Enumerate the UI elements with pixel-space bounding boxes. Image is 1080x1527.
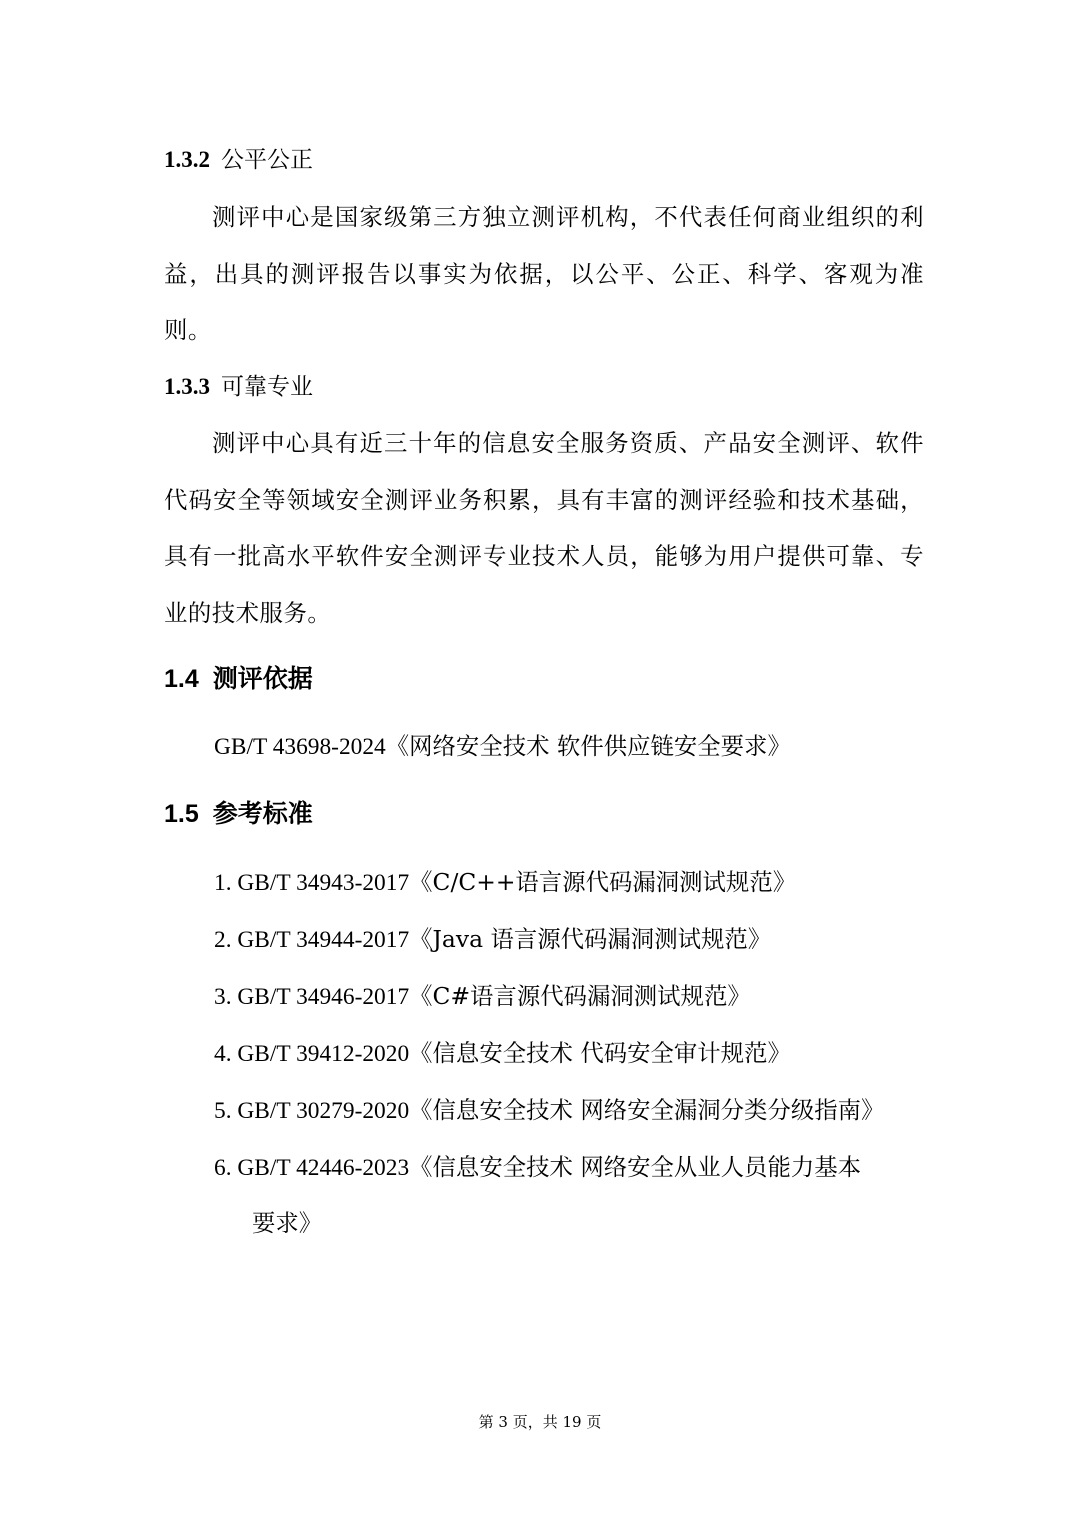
- evaluation-basis-standard: [214, 731, 791, 762]
- heading-1-3-2: [164, 145, 313, 175]
- standard-title: 《Java 语言源代码漏洞测试规范》: [409, 925, 772, 953]
- standard-title: 《信息安全技术 网络安全从业人员能力基本: [409, 1153, 862, 1181]
- standard-code: 4. GB/T 39412-2020: [214, 1041, 410, 1067]
- page-number-footer: 第 3 页，共 19 页: [478, 1413, 602, 1431]
- heading-number: 1.3.3: [164, 374, 210, 399]
- reference-standard-item: [214, 1038, 791, 1069]
- heading-1-5: [164, 798, 313, 830]
- standard-title: 《C#语言源代码漏洞测试规范》: [409, 982, 751, 1010]
- heading-title: 公平公正: [221, 147, 313, 173]
- paragraph-fair-impartial: 测评中心是国家级第三方独立测评机构，不代表任何商业组织的利益，出具的测评报告以事实为依据，以公平、公正、科学、客观为准则。: [164, 203, 924, 345]
- heading-title: 可靠专业: [221, 374, 313, 400]
- reference-standard-item: [214, 924, 771, 955]
- heading-title: 参考标准: [212, 799, 313, 828]
- heading-number: 1.5: [164, 800, 199, 828]
- standard-code: 3. GB/T 34946-2017: [214, 984, 410, 1010]
- reference-standard-item: [214, 981, 751, 1012]
- standard-title: 《信息安全技术 网络安全漏洞分类分级指南》: [409, 1096, 885, 1124]
- heading-number: 1.3.2: [164, 147, 210, 172]
- heading-1-3-3: [164, 372, 313, 402]
- standard-code: GB/T 43698-2024: [214, 734, 386, 760]
- standard-code: 6. GB/T 42446-2023: [214, 1155, 410, 1181]
- standard-title: 《网络安全技术 软件供应链安全要求》: [385, 732, 791, 760]
- heading-1-4: [164, 663, 313, 695]
- heading-number: 1.4: [164, 665, 199, 693]
- standard-title: 《信息安全技术 代码安全审计规范》: [409, 1039, 791, 1067]
- paragraph-reliable-professional: 测评中心具有近三十年的信息安全服务资质、产品安全测评、软件代码安全等领域安全测评业务积累，具有丰富的测评经验和技术基础，具有一批高水平软件安全测评专业技术人员，能够为用户提供可靠、专业的技术服务。: [164, 429, 924, 627]
- standard-code: 1. GB/T 34943-2017: [214, 870, 410, 896]
- reference-standard-item: [214, 1095, 884, 1126]
- reference-standard-item-continuation: 要求》: [252, 1209, 323, 1237]
- standard-title: 《C/C++语言源代码漏洞测试规范》: [409, 868, 797, 896]
- heading-title: 测评依据: [212, 664, 313, 693]
- reference-standard-item: [214, 867, 796, 898]
- reference-standard-item: [214, 1152, 861, 1183]
- standard-code: 5. GB/T 30279-2020: [214, 1098, 410, 1124]
- standard-code: 2. GB/T 34944-2017: [214, 927, 410, 953]
